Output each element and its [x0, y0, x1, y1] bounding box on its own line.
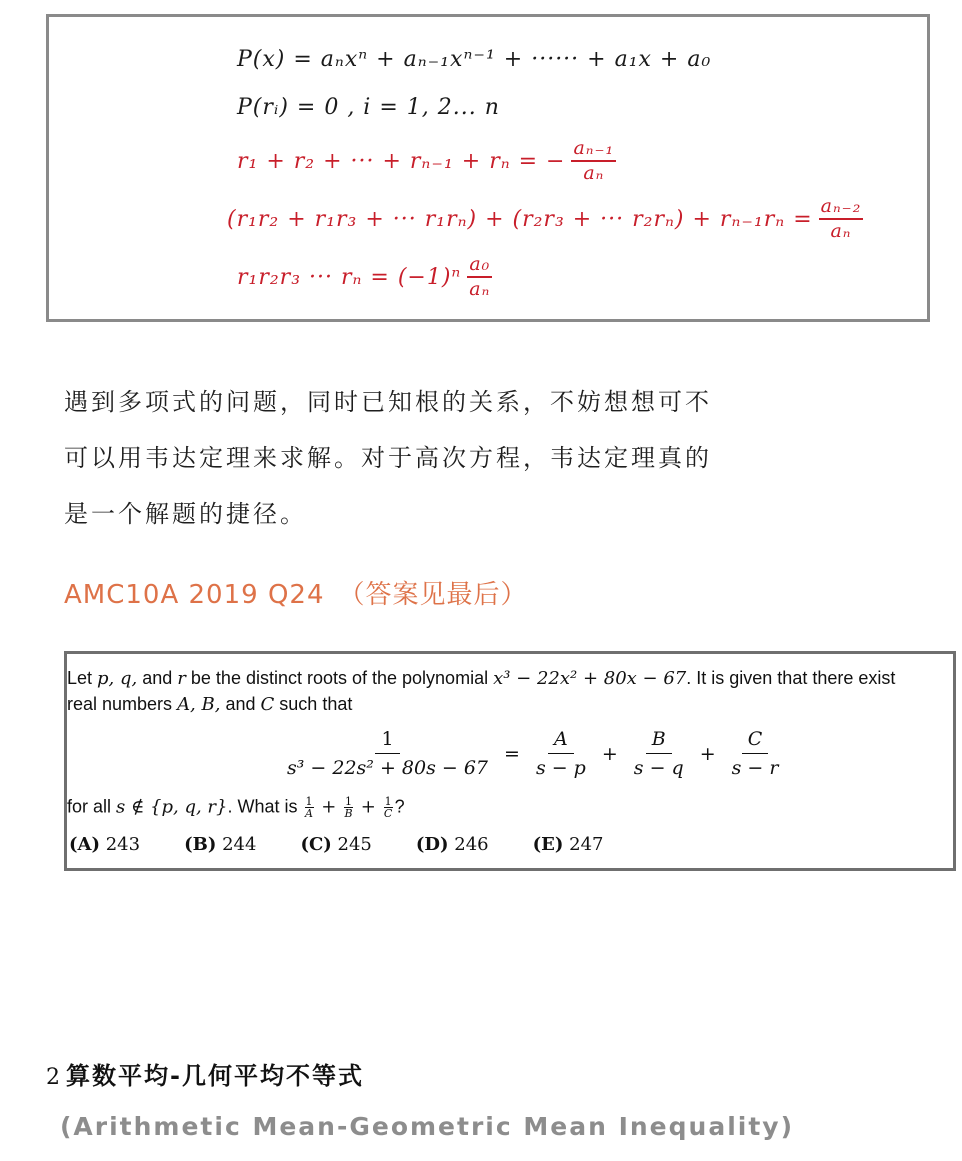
- amc-problem-box: [64, 651, 956, 871]
- fraction-b: [628, 728, 690, 779]
- fraction-a: [530, 728, 592, 779]
- plus-sign: +: [355, 796, 382, 818]
- math-polynomial: x³ − 22x² + 80x − 67: [493, 668, 687, 689]
- text-segment: and: [220, 694, 261, 714]
- fraction-denominator: aₙ: [583, 162, 605, 184]
- tiny-fraction-1-over-c: $\frac{1}{C}$: [383, 795, 393, 820]
- product-of-roots-line: [237, 255, 492, 299]
- choice-value: 243: [105, 834, 141, 855]
- problem-question-line: [67, 796, 405, 819]
- product-of-roots-fraction: [467, 255, 492, 299]
- text-segment: real numbers: [67, 694, 178, 714]
- fraction-numerator: 1: [375, 728, 399, 754]
- fraction-denominator: aₙ: [830, 220, 852, 242]
- plus-sign: +: [315, 796, 343, 818]
- choice-value: 244: [222, 834, 257, 855]
- text-segment: ?: [394, 796, 405, 817]
- section-2-title: [46, 1056, 364, 1091]
- choice-b: [184, 834, 256, 855]
- fraction-denominator: s³ − 22s² + 80s − 67: [287, 757, 489, 779]
- pairwise-products-line: [227, 197, 863, 241]
- tiny-fraction-1-over-a: $\frac{1}{A}$: [305, 795, 313, 820]
- partial-fraction-equation: [281, 728, 784, 779]
- choice-label: (B): [184, 834, 217, 855]
- roots-condition-line: [237, 95, 500, 120]
- tiny-fraction-1-over-b: $\frac{1}{B}$: [344, 795, 353, 820]
- paragraph-line-2: 可以用韦达定理来求解。对于高次方程，韦达定理真的: [64, 444, 712, 472]
- choice-value: 246: [454, 834, 489, 855]
- sum-of-roots-line: [237, 139, 616, 183]
- fraction-c: [726, 728, 785, 779]
- choice-label: (E): [532, 834, 564, 855]
- choice-c: [300, 834, 371, 855]
- choice-label: (D): [415, 834, 449, 855]
- answer-choices: [69, 834, 648, 855]
- math-vars: A, B,: [177, 694, 221, 715]
- choice-label: (A): [69, 834, 100, 855]
- math-var: C: [260, 694, 275, 715]
- choice-value: 247: [569, 834, 604, 855]
- choice-label: (C): [300, 834, 332, 855]
- sum-of-roots-lhs: r₁ + r₂ + ··· + rₙ₋₁ + rₙ = −: [237, 148, 566, 174]
- fraction-denominator: s − q: [633, 757, 684, 779]
- sum-of-roots-fraction: [571, 139, 616, 183]
- choice-a: [69, 834, 140, 855]
- fraction-numerator: B: [646, 728, 672, 754]
- fraction-numerator: aₙ₋₂: [819, 197, 864, 220]
- fraction-numerator: a₀: [467, 255, 492, 278]
- text-segment: such that: [274, 694, 353, 714]
- fraction-numerator: aₙ₋₁: [571, 139, 616, 162]
- math-var: r: [177, 668, 186, 689]
- section-number: 2: [46, 1065, 62, 1090]
- fraction-numerator: A: [548, 728, 574, 754]
- math-vars: p, q,: [97, 668, 138, 689]
- polynomial-line: [237, 47, 711, 72]
- math-condition: s ∉ {p, q, r}: [116, 796, 228, 818]
- choice-e: [533, 834, 604, 855]
- text-segment: Let: [67, 668, 98, 688]
- plus-sign: +: [601, 742, 618, 765]
- fraction-denominator: s − r: [731, 757, 779, 779]
- text-segment: for all: [67, 796, 117, 817]
- polynomial-text: P(x) = aₙxⁿ + aₙ₋₁xⁿ⁻¹ + ······ + a₁x + a₀: [237, 47, 712, 72]
- text-segment: . What is: [227, 796, 303, 817]
- fraction-denominator: s − p: [535, 757, 586, 779]
- product-of-roots-lhs: r₁r₂r₃ ··· rₙ = (−1)ⁿ: [237, 264, 462, 290]
- text-segment: and: [137, 668, 178, 688]
- lhs-fraction: [281, 728, 494, 779]
- paragraph-line-1: 遇到多项式的问题，同时已知根的关系，不妨想想可不: [64, 388, 712, 416]
- fraction-numerator: C: [742, 728, 769, 754]
- pairwise-products-lhs: (r₁r₂ + r₁r₃ + ··· r₁rₙ) + (r₂r₃ + ··· r₂rₙ) + rₙ₋₁rₙ =: [227, 206, 813, 232]
- equals-sign: =: [504, 742, 520, 765]
- paragraph-line-3: 是一个解题的捷径。: [64, 500, 307, 528]
- section-2-subtitle: (Arithmetic Mean-Geometric Mean Inequality): [60, 1112, 795, 1141]
- choice-value: 245: [337, 834, 372, 855]
- section-title-text: 算数平均-几何平均不等式: [66, 1062, 364, 1090]
- problem-line-1: [67, 668, 895, 689]
- text-segment: . It is given that there exist: [686, 668, 896, 688]
- roots-condition-text: P(rᵢ) = 0 , i = 1, 2... n: [237, 95, 500, 120]
- problem-line-2: [67, 694, 352, 715]
- choice-d: [416, 834, 489, 855]
- fraction-denominator: aₙ: [469, 278, 491, 300]
- pairwise-products-fraction: [819, 197, 864, 241]
- plus-sign: +: [699, 742, 716, 765]
- amc-problem-heading: AMC10A 2019 Q24 （答案见最后）: [64, 580, 528, 610]
- vieta-formula-box: [46, 14, 930, 322]
- text-segment: be the distinct roots of the polynomial: [185, 668, 494, 688]
